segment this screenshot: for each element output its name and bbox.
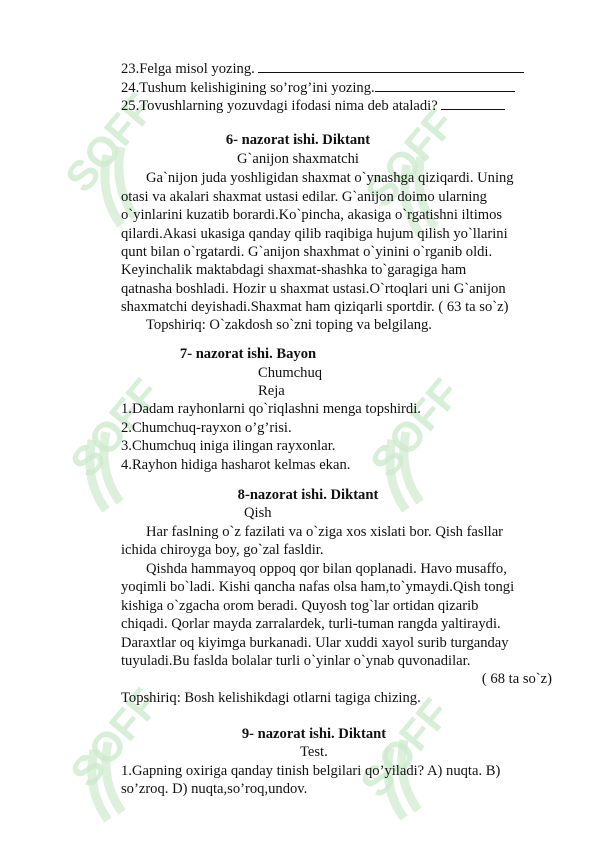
section-8-line-7: Daraxtlar oq kiyimga burkanadi. Ular xuddi xayol surib turganday	[121, 635, 509, 651]
section-6-line-2: otasi va akalari shaxmat ustasi edilar. G`anijon doimo ularning	[121, 189, 487, 205]
section-8-task: Topshiriq: Bosh kelishikdagi otlarni tagiga chizing.	[121, 690, 421, 706]
section-9-heading: 9- nazorat ishi. Diktant	[241, 726, 387, 742]
section-6-line-6: Keyinchalik maktabdagi shaxmat-shashka to`garagiga ham	[121, 262, 467, 278]
section-6-line-8: shaxmatchi deyishadi.Shaxmat ham qiziqarli sportdir. ( 63 ta so`z)	[121, 299, 509, 315]
test-question-1-line-1: 1.Gapning oxiriga qanday tinish belgilari qo’yiladi? A) nuqta. B)	[121, 763, 501, 779]
section-7-title: Chumchuq	[258, 365, 323, 381]
plan-item-3: 3.Chumchuq iniga ilingan rayxonlar.	[121, 438, 336, 454]
section-8-line-5: kishiga o`zgacha orom beradi. Quyosh tog`lar ortidan qizarib	[121, 598, 479, 614]
section-8-heading: 8-nazorat ishi. Diktant	[237, 487, 379, 503]
watermark-mark-bot-right	[351, 690, 459, 806]
watermark-text-mid-left: SOFF	[60, 369, 169, 486]
section-6-title: G`anijon shaxmatchi	[237, 151, 359, 167]
section-9-title: Test.	[300, 744, 328, 760]
section-6-heading: 6- nazorat ishi. Diktant	[225, 132, 371, 148]
test-question-1-line-2: so’zroq. D) nuqta,so’roq,undov.	[121, 781, 308, 797]
question-24-text: 24.Tushum kelishigining so’rog’ini yozing.	[121, 80, 375, 96]
section-8-line-3: Qishda hammayoq oppoq qor bilan qoplanadi. Havo musaffo,	[146, 561, 507, 577]
section-8-line-8: tuyuladi.Bu faslda bolalar turli o`yinlar o`ynab quvonadilar.	[121, 653, 471, 669]
answer-line-23[interactable]	[258, 61, 524, 73]
section-7-heading: 7- nazorat ishi. Bayon	[179, 346, 317, 362]
section-6-line-4: qilardi.Akasi ukasiga qanday qilib raqibiga hujum qilish yo`llarini	[121, 226, 508, 242]
section-6-line-1: Ga`nijon juda yoshligidan shaxmat o`ynashga qiziqardi. Uning	[146, 170, 514, 186]
section-6-line-5: qunt bilan o`rgatardi. G`anijon shaxhmat o`yinini o`rganib oldi.	[121, 244, 493, 260]
plan-item-4: 4.Rayhon hidiga hasharot kelmas ekan.	[121, 457, 351, 473]
question-25-text: 25.Tovushlarning yozuvdagi ifodasi nima deb ataladi?	[121, 98, 442, 114]
plan-item-2: 2.Chumchuq-rayxon o’g’risi.	[121, 420, 292, 436]
watermark-text-mid-right: SOFF	[360, 369, 469, 486]
watermark-text-left: SOFF	[55, 84, 164, 201]
section-6-line-7: qatnasha boshladi. Hozir u shaxmat ustasi.O`rtoqlari uni G`anijon	[121, 281, 506, 297]
section-6-task: Topshiriq: O`zakdosh so`zni toping va belgilang.	[146, 317, 432, 333]
watermark-text-bot-right: SOFF	[350, 689, 459, 806]
section-7-subtitle: Reja	[258, 383, 285, 399]
section-8-title: Qish	[244, 505, 272, 521]
watermark-text-bot-left: SOFF	[60, 679, 169, 796]
question-23	[121, 61, 524, 77]
section-6-line-3: o`yinlarini kuzatib borardi.Ko`pincha, akasiga o`rgatishni iltimos	[121, 207, 503, 223]
plan-item-1: 1.Dadam rayhonlarni qo`riqlashni menga topshirdi.	[121, 401, 421, 417]
watermark-glyph-bot-right	[388, 740, 418, 818]
question-24	[121, 80, 515, 96]
watermark-mark-mid-right	[361, 370, 469, 486]
question-25	[121, 98, 505, 114]
section-8-line-4: yoqimli bo`ladi. Kishi qancha nafas olsa ham,to`ymaydi.Qish tongi	[121, 579, 515, 595]
answer-line-24[interactable]	[375, 80, 515, 92]
watermark-text-right: SOFF	[355, 99, 464, 216]
answer-line-25[interactable]	[441, 98, 505, 110]
question-23-text: 23.Felga misol yozing.	[121, 61, 259, 77]
watermark-glyph-bot-left	[92, 742, 122, 820]
section-8-line-6: chiqadi. Qorlar mayda zarralardek, turli-tuman rangda yaltiraydi.	[121, 616, 501, 632]
section-8-line-2: ichida chiroyga boy, go`zal fasldir.	[121, 542, 324, 558]
section-8-line-1: Har faslning o`z fazilati va o`ziga xos xislati bor. Qish fasllar	[146, 524, 504, 540]
section-8-word-count: ( 68 ta so`z)	[481, 671, 552, 687]
